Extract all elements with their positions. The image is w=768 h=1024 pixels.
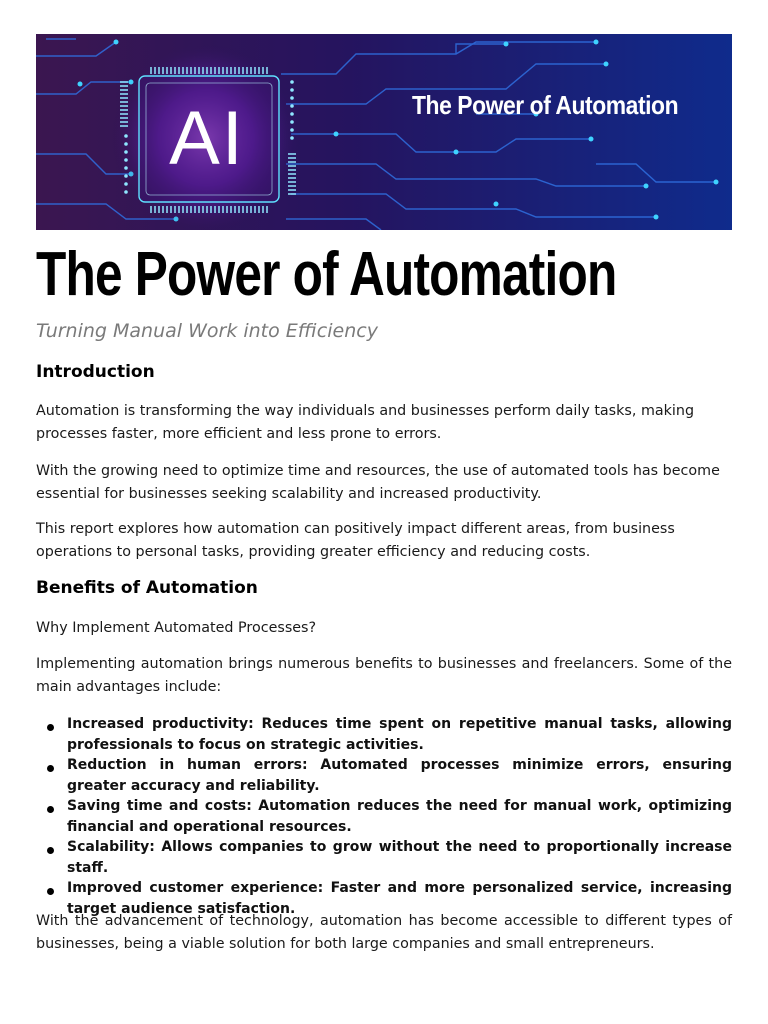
- introduction-heading: Introduction: [36, 362, 155, 382]
- list-item: Reduction in human errors: Automated processes minimize errors, ensuring greater accuracy and reliability.: [36, 755, 732, 796]
- list-item: Improved customer experience: Faster and more personalized service, increasing target audience satisfaction.: [36, 878, 732, 919]
- intro-paragraph-3: This report explores how automation can positively impact different areas, from business operations to personal tasks, providing greater efficiency and reducing costs.: [36, 521, 675, 560]
- page-subtitle: Turning Manual Work into Efficiency: [36, 320, 378, 342]
- benefits-question: Why Implement Automated Processes?: [36, 620, 317, 636]
- list-item: Saving time and costs: Automation reduces the need for manual work, optimizing financial and operational resources.: [36, 796, 732, 837]
- benefits-intro: Implementing automation brings numerous benefits to businesses and freelancers. Some of the main advantages include:: [36, 656, 732, 695]
- page-title: The Power of Automation: [36, 240, 617, 309]
- circuit-banner-graphic: [36, 34, 732, 230]
- benefits-list: [36, 714, 732, 919]
- closing-paragraph: With the advancement of technology, automation has become accessible to different types of businesses, being a viable solution for both large companies and small entrepreneurs.: [36, 913, 732, 952]
- intro-paragraph-2: With the growing need to optimize time and resources, the use of automated tools has become essential for businesses seeking scalability and increased productivity.: [36, 463, 720, 502]
- ai-chip-text: AI: [169, 96, 245, 181]
- list-item: Increased productivity: Reduces time spent on repetitive manual tasks, allowing professionals to focus on strategic activities.: [36, 714, 732, 755]
- list-item: Scalability: Allows companies to grow without the need to proportionally increase staff.: [36, 837, 732, 878]
- benefits-heading: Benefits of Automation: [36, 578, 258, 598]
- intro-paragraph-1: Automation is transforming the way individuals and businesses perform daily tasks, making processes faster, more efficient and less prone to errors.: [36, 403, 695, 442]
- banner-title: The Power of Automation: [412, 90, 679, 120]
- hero-banner: [36, 34, 732, 230]
